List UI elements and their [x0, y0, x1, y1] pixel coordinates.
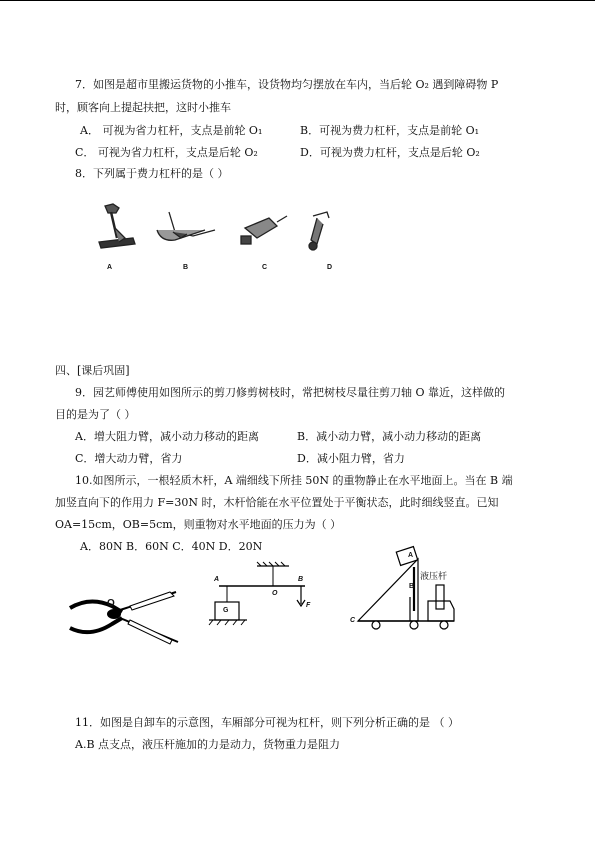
q7-stem-line2: 时，顾客向上提起扶把，这时小推车 — [55, 101, 231, 114]
q7-option-a: A． 可视为省力杠杆，支点是前轮 O₁ — [80, 124, 263, 137]
q7-option-b: B．可视为费力杠杆，支点是前轮 O₁ — [300, 124, 480, 137]
q8-label-b: B — [183, 264, 189, 271]
hydraulic-rod-label: 液压杆 — [420, 572, 448, 582]
lever-label-b: B — [298, 576, 304, 583]
q8-label-c: C — [262, 264, 268, 271]
section-4-title: 四、[课后巩固] — [55, 364, 130, 377]
q9-stem-line1: 9．园艺师傅使用如图所示的剪刀修剪树枝时，常把树枝尽量往剪刀轴 O 靠近，这样做的 — [75, 386, 506, 399]
q9-option-b: B．减小动力臂，减小动力移动的距离 — [297, 430, 482, 443]
q8-tool-figures — [95, 200, 345, 270]
q10-stem-line2: 加竖直向下的作用力 F=30N 时，木杆恰能在水平位置处于平衡状态，此时细线竖直。已知 — [55, 496, 499, 509]
scissors-pivot-label: O — [107, 598, 115, 609]
q9-option-d: D．减小阻力臂，省力 — [297, 452, 405, 465]
truck-label-b: B — [409, 583, 415, 590]
q10-stem-line1: 10.如图所示，一根轻质木杆，A 端细线下所挂 50N 的重物静止在水平地面上。当在 B 端 — [75, 474, 513, 487]
q7-option-d: D．可视为费力杠杆，支点是后轮 O₂ — [300, 146, 480, 159]
q8-figure-b — [157, 212, 215, 240]
lever-figure — [205, 562, 320, 634]
q8-label-d: D — [327, 264, 333, 271]
q8-stem: 8．下列属于费力杠杆的是（ ） — [75, 167, 229, 180]
lever-label-a: A — [214, 576, 220, 583]
scissors-figure — [70, 588, 185, 650]
lever-label-f: F — [306, 602, 311, 609]
lever-label-o: O — [272, 590, 278, 597]
q10-options: A．80N B．60N C．40N D．20N — [80, 540, 263, 553]
truck-label-c: C — [350, 617, 356, 624]
q9-stem-line2: 目的是为了（ ） — [55, 408, 136, 421]
truck-label-a: A — [408, 552, 414, 559]
q8-figure-c — [241, 216, 287, 244]
q10-stem-line3: OA=15cm，OB=5cm，则重物对水平地面的压力为（ ） — [55, 518, 342, 531]
q11-option-a: A.B 点支点，液压杆施加的力是动力，货物重力是阻力 — [75, 738, 341, 751]
q9-option-a: A．增大阻力臂，减小动力移动的距离 — [75, 430, 259, 443]
q8-figure-a — [99, 204, 135, 248]
q7-option-c: C． 可视为省力杠杆，支点是后轮 O₂ — [75, 146, 258, 159]
lever-label-g: G — [223, 607, 229, 614]
q8-figure-d — [309, 212, 329, 250]
q9-option-c: C．增大动力臂，省力 — [75, 452, 183, 465]
q7-stem-line1: 7．如图是超市里搬运货物的小推车，设货物均匀摆放在车内，当后轮 O₂ 遇到障碍物 P — [75, 78, 499, 91]
q8-label-a: A — [107, 264, 113, 271]
q11-stem: 11．如图是自卸车的示意图，车厢部分可视为杠杆，则下列分析正确的是 （ ） — [75, 716, 459, 729]
header-rule — [0, 0, 595, 1]
